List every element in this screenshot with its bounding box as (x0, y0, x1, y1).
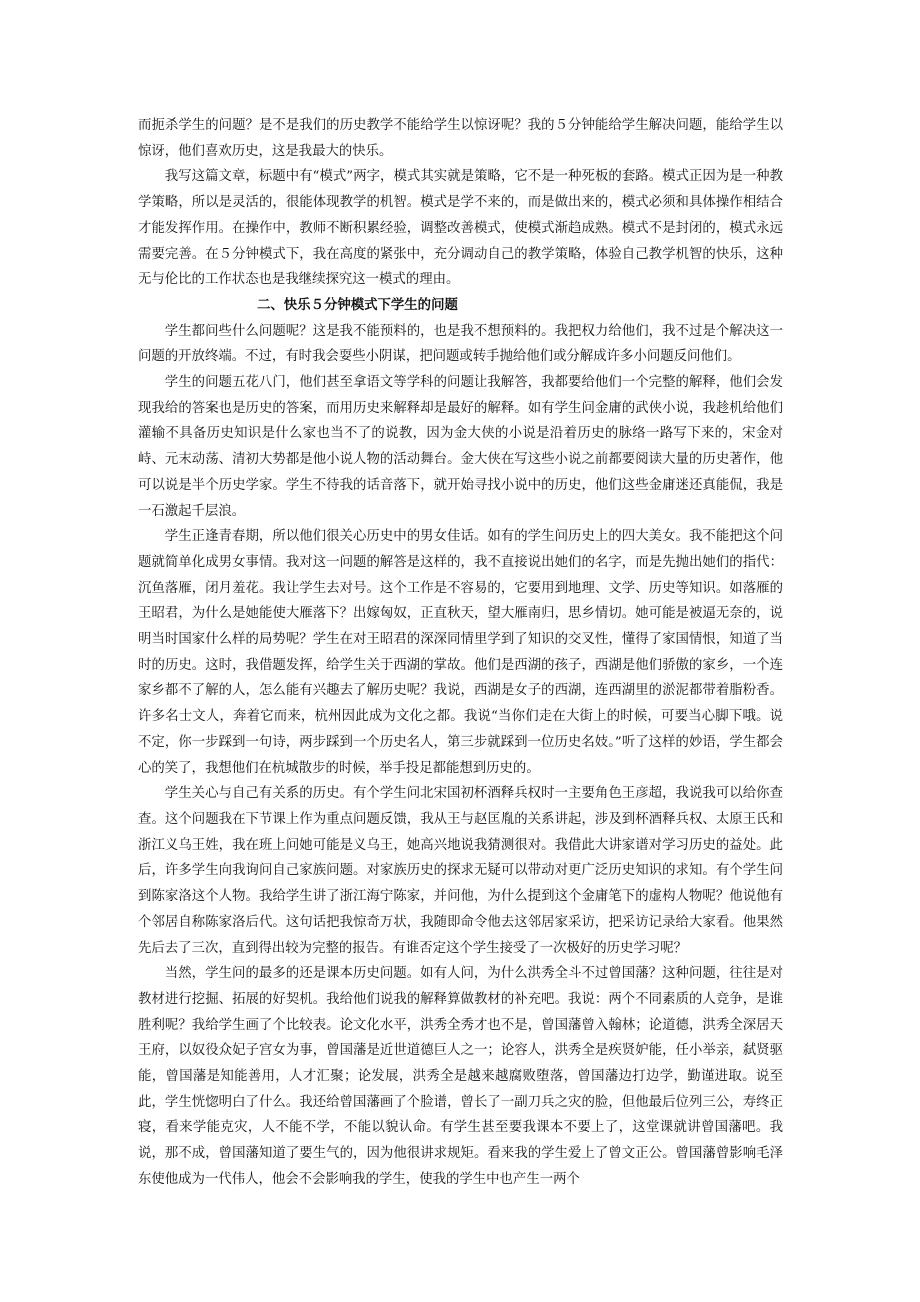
paragraph-1: 而扼杀学生的问题？是不是我们的历史教学不能给学生以惊讶呢？我的５分钟能给学生解决问题，能给学生以惊讶，他们喜欢历史，这是我最大的快乐。 (138, 118, 783, 159)
document-page (138, 113, 783, 1193)
paragraph-7: 当然，学生问的最多的还是课本历史问题。如有人问，为什么洪秀全斗不过曾国藩？这种问题，往往是对教材进行挖掘、拓展的好契机。我给他们说我的解释算做教材的补充吧。我说：两个不同素质的人竞争，是谁胜利呢？我给学生画了个比较表。论文化水平，洪秀全秀才也不是，曾国藩曾入翰林；论道德，洪秀全深居天王府，以奴役众妃子宫女为事，曾国藩是近世道德巨人之一；论容人，洪秀全是疾贤妒能，任小举亲，弑贤驱能，曾国藩是知能善用，人才汇聚；论发展，洪秀全是越来越腐败堕落，曾国藩边打边学，勤谨进取。说至此，学生恍惚明白了什么。我还给曾国藩画了个脸谱，曾长了一副刀兵之灾的脸，但他最后位列三公，寿终正寝，看来学能克灾，人不能不学，不能以貌认命。有学生甚至要我课本不要上了，这堂课就讲曾国藩吧。我说，那不成，曾国藩知道了要生气的，因为他很讲求规矩。看来我的学生爱上了曾文正公。曾国藩曾影响毛泽东使他成为一代伟人，他会不会影响我的学生，使我的学生中也产生一两个 (138, 966, 783, 1187)
paragraph-2: 我写这篇文章，标题中有“模式”两字，模式其实就是策略，它不是一种死板的套路。模式正因为是一种教学策略，所以是灵活的，很能体现教学的机智。模式是学不来的，而是做出来的，模式必须和具体操作相结合才能发挥作用。在操作中，教师不断积累经验，调整改善模式，使模式渐趋成熟。模式不是封闭的，模式永远需要完善。在５分钟模式下，我在高度的紧张中，充分调动自己的教学策略，体验自己教学机智的快乐，这种无与伦比的工作状态也是我继续探究这一模式的理由。 (138, 169, 783, 288)
paragraph-6: 学生关心与自己有关系的历史。有个学生问北宋国初杯酒释兵权时一主要角色王彦超，我说我可以给你查查。这个问题我在下节课上作为重点问题反馈，我从王与赵匡胤的关系讲起，涉及到杯酒释兵权、太原王氏和浙江义乌王姓，我在班上问她可能是义乌王，她高兴地说我猜测很对。我借此大讲家谱对学习历史的益处。此后，许多学生向我询问自己家族问题。对家族历史的探求无疑可以带动对更广泛历史知识的求知。有个学生问到陈家洛这个人物。我给学生讲了浙江海宁陈家，并问他，为什么提到这个金庸笔下的虚构人物呢？他说他有个邻居自称陈家洛后代。这句话把我惊奇万状，我随即命令他去这邻居家采访，把采访记录给大家看。他果然先后去了三次，直到得出较为完整的报告。有谁否定这个学生接受了一次极好的历史学习呢？ (138, 786, 783, 956)
paragraph-5: 学生正逢青春期，所以他们很关心历史中的男女佳话。如有的学生问历史上的四大美女。我不能把这个问题就简单化成男女事情。我对这一问题的解答是这样的，我不直接说出她们的名字，而是先抛出她们的指代：沉鱼落雁，闭月羞花。我让学生去对号。这个工作是不容易的，它要用到地理、文学、历史等知识。如落雁的王昭君，为什么是她能使大雁落下？出嫁匈奴，正直秋天，望大雁南归，思乡情切。她可能是被逼无奈的，说明当时国家什么样的局势呢？学生在对王昭君的深深同情里学到了知识的交叉性，懂得了家国情恨，知道了当时的历史。这时，我借题发挥，给学生关于西湖的掌故。他们是西湖的孩子，西湖是他们骄傲的家乡，一个连家乡都不了解的人，怎么能有兴趣去了解历史呢？我说，西湖是女子的西湖，连西湖里的淤泥都带着脂粉香。许多名士文人，奔着它而来，杭州因此成为文化之都。我说“当你们走在大街上的时候，可要当心脚下哦。说不定，你一步踩到一句诗，两步踩到一个历史名人，第三步就踩到一位历史名妓。”听了这样的妙语，学生都会心的笑了，我想他们在杭城散步的时候，举手投足都能想到历史的。 (138, 529, 783, 776)
section-heading: 二、快乐５分钟模式下学生的问题 (257, 297, 458, 313)
paragraph-4: 学生的问题五花八门，他们甚至拿语文等学科的问题让我解答，我都要给他们一个完整的解释，他们会发现我给的答案也是历史的答案，而用历史来解释却是最好的解释。如有学生问金庸的武侠小说，我趁机给他们灌输不具备历史知识是什么家也当不了的说教，因为金大侠的小说是沿着历史的脉络一路写下来的，宋金对峙、元末动荡、清初大势都是他小说人物的活动舞台。金大侠在写这些小说之前都要阅读大量的历史著作，他可以说是半个历史学家。学生不待我的话音落下，就开始寻找小说中的历史，他们这些金庸迷还真能侃，我是一石激起千层浪。 (138, 375, 783, 519)
paragraph-3: 学生都问些什么问题呢？这是我不能预料的，也是我不想预料的。我把权力给他们，我不过是个解决这一问题的开放终端。不过，有时我会耍些小阴谋，把问题或转手抛给他们或分解成许多小问题反问他们。 (138, 323, 783, 365)
